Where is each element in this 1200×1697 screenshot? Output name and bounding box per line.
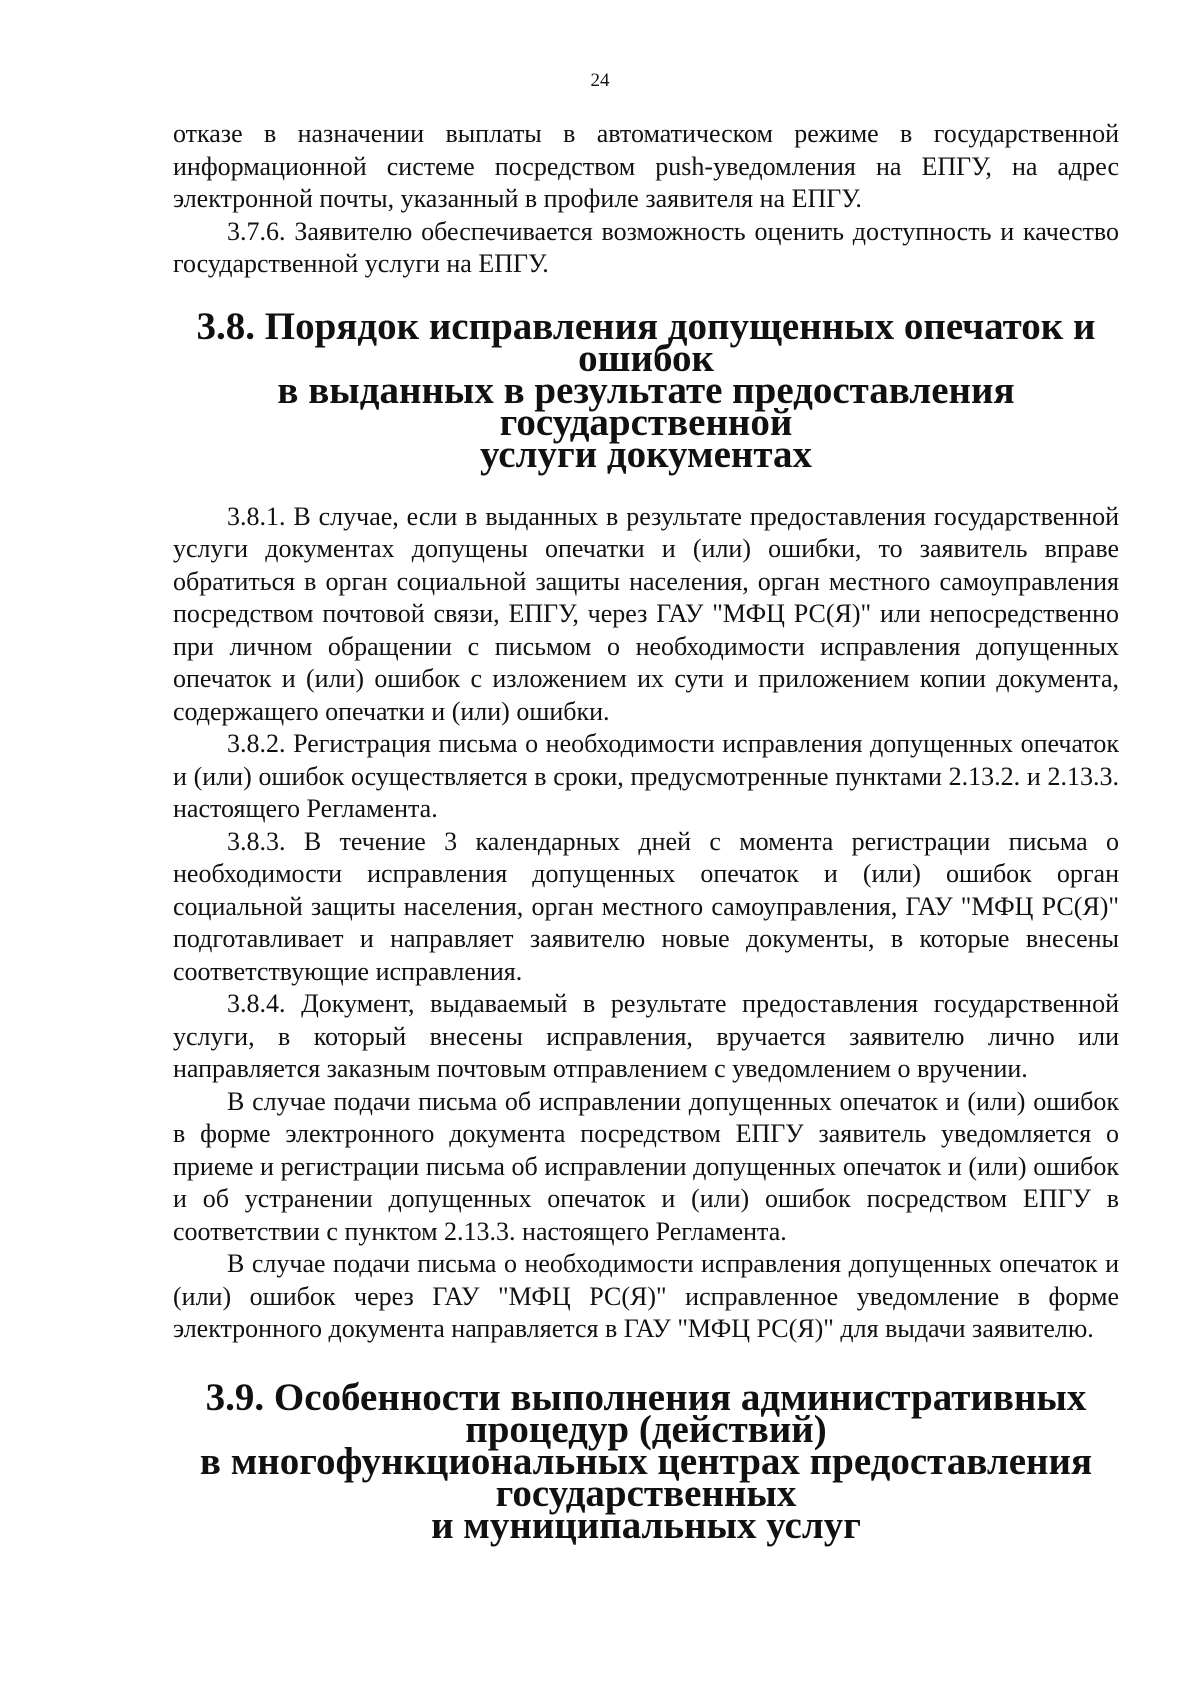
paragraph-electronic-submission: В случае подачи письма об исправлении допущенных опечаток и (или) ошибок в форме электронного документа посредством ЕПГУ заявитель уведомляется о приеме и регистрации письма об исправлении допущенных опечаток и (или) ошибок и об устранении допущенных опечаток и (или) ошибок посредством ЕПГУ в соответствии с пунктом 2.13.3. настоящего Регламента. xyxy=(173,1086,1119,1246)
paragraph-3-7-6: 3.7.6. Заявителю обеспечивается возможность оценить доступность и качество государственной услуги на ЕПГУ. xyxy=(173,216,1119,278)
paragraph-3-8-2: 3.8.2. Регистрация письма о необходимости исправления допущенных опечаток и (или) ошибок осуществляется в сроки, предусмотренные пунктами 2.13.2. и 2.13.3. настоящего Регламента. xyxy=(173,729,1119,823)
section-heading-3-8 xyxy=(173,304,1119,476)
paragraph-3-8-4: 3.8.4. Документ, выдаваемый в результате предоставления государственной услуги, в который внесены исправления, вручается заявителю лично или направляется заказным почтовым отправлением с уведомлением о вручении. xyxy=(173,989,1119,1083)
heading-line: и муниципальных услуг xyxy=(431,1503,861,1547)
page-number: 24 xyxy=(590,70,610,91)
heading-line: 3.9. Особенности выполнения административных процедур (действий) xyxy=(205,1375,1087,1451)
heading-line: в выданных в результате предоставления государственной xyxy=(277,368,1015,444)
heading-line: в многофункциональных центрах предоставления государственных xyxy=(199,1439,1093,1515)
page-content xyxy=(173,118,1119,1547)
paragraph-3-8-1: 3.8.1. В случае, если в выданных в результате предоставления государственной услуги документах допущены опечатки и (или) ошибки, то заявитель вправе обратиться в орган социальной защиты населения, орган местного самоуправления посредством почтовой связи, ЕПГУ, через ГАУ "МФЦ РС(Я)" или непосредственно при личном обращении с письмом о необходимости исправления допущенных опечаток и (или) ошибок с изложением их сути и приложением копии документа, содержащего опечатки и (или) ошибки. xyxy=(173,501,1119,726)
heading-line: 3.8. Порядок исправления допущенных опечаток и ошибок xyxy=(196,304,1096,380)
heading-line: услуги документах xyxy=(479,432,813,476)
paragraph-3-8-3: 3.8.3. В течение 3 календарных дней с момента регистрации письма о необходимости исправления допущенных опечаток и (или) ошибок орган социальной защиты населения, орган местного самоуправления, ГАУ "МФЦ РС(Я)" подготавливает и направляет заявителю новые документы, в которые внесены соответствующие исправления. xyxy=(173,826,1119,986)
paragraph-continuation: отказе в назначении выплаты в автоматическом режиме в государственной информационной системе посредством push-уведомления на ЕПГУ, на адрес электронной почты, указанный в профиле заявителя на ЕПГУ. xyxy=(173,119,1119,213)
section-heading-3-9 xyxy=(173,1375,1119,1547)
paragraph-mfc-submission: В случае подачи письма о необходимости исправления допущенных опечаток и (или) ошибок через ГАУ "МФЦ РС(Я)" исправленное уведомление в форме электронного документа направляется в ГАУ "МФЦ РС(Я)" для выдачи заявителю. xyxy=(173,1249,1119,1343)
